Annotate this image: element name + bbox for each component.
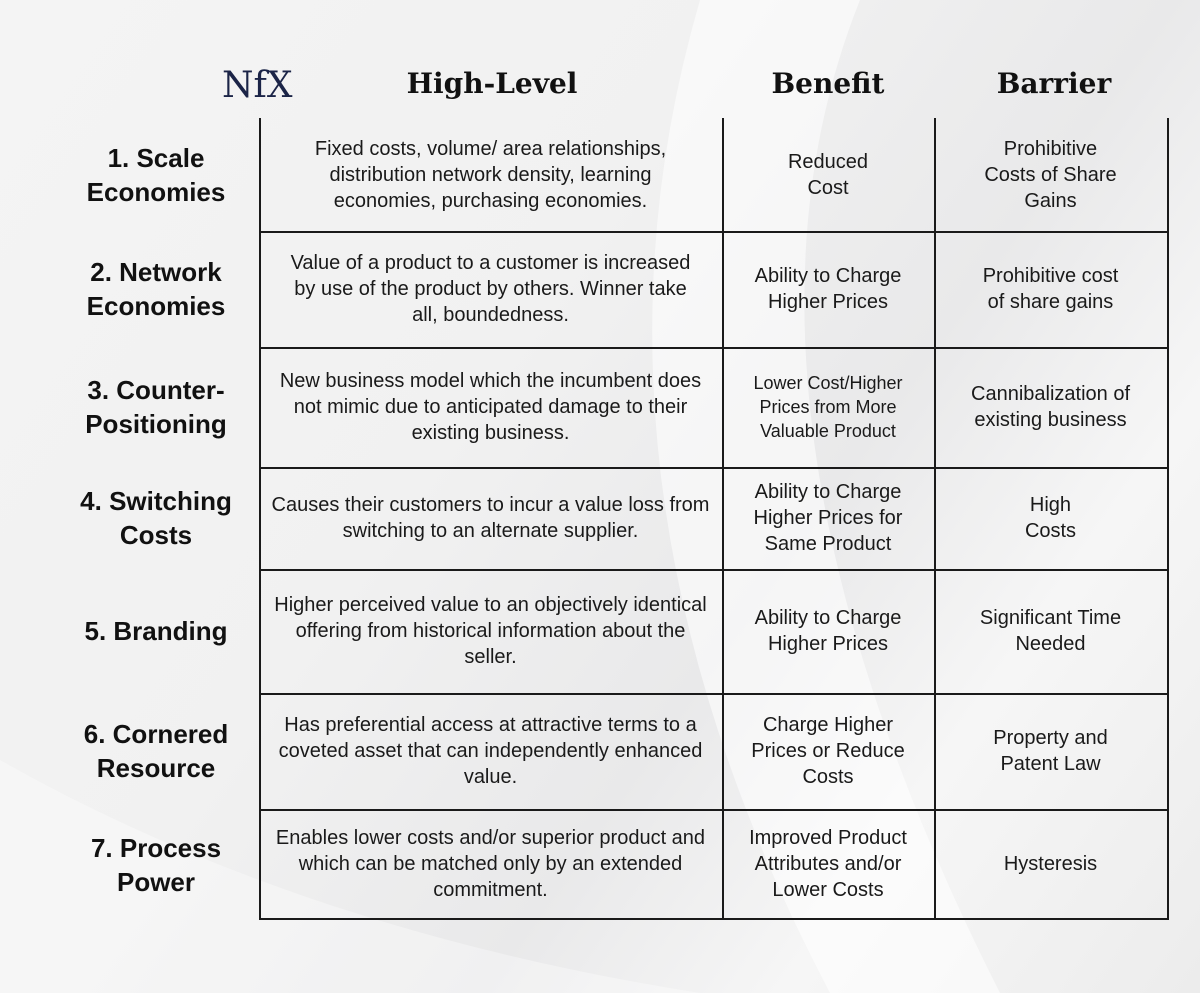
row-label-line: 3. Counter-	[87, 375, 225, 405]
cell-benefit: Ability to Charge Higher Prices	[754, 607, 902, 655]
cell-barrier: Prohibitive Costs of Share Gains	[984, 137, 1117, 212]
cell-benefit: Lower Cost/Higher Prices from More Valuable Product	[753, 373, 903, 441]
cell-benefit: Reduced Cost	[787, 150, 869, 199]
cell-high-level: Causes their customers to incur a value loss from switching to an alternate supplier.	[271, 494, 710, 542]
header-benefit: Benefit	[771, 67, 885, 100]
row-label-line: 6. Cornered	[83, 719, 229, 749]
cell-benefit: Improved Product Attributes and/or Lower Costs	[749, 826, 907, 901]
cell-barrier: Property and Patent Law	[993, 727, 1108, 775]
cell-high-level: Has preferential access at attractive terms to a coveted asset that can independently enhanced value.	[278, 714, 703, 788]
cell-barrier: Significant Time Needed	[979, 607, 1122, 655]
cell-barrier: Prohibitive cost of share gains	[982, 265, 1119, 313]
cell-high-level: New business model which the incumbent does not mimic due to anticipated damage to their existing business.	[279, 370, 702, 444]
cell-benefit: Ability to Charge Higher Prices	[754, 265, 902, 313]
row-label-line: 5. Branding	[84, 616, 228, 646]
row-label-line: 2. Network	[90, 257, 222, 287]
cell-high-level: Fixed costs, volume/ area relationships, distribution network density, learning economies, purchasing economies.	[314, 137, 667, 212]
row-label-line: Power	[116, 866, 196, 897]
table-border-bottom	[259, 918, 1169, 920]
nfx-logo	[222, 62, 302, 108]
row-label-counter-positioning	[56, 347, 256, 467]
row-label-branding	[56, 569, 256, 693]
row-label-line: Economies	[86, 176, 226, 207]
row-label-line: Economies	[86, 291, 226, 321]
row-label-line: Costs	[119, 520, 193, 550]
row-label-line: 1. Scale	[107, 142, 205, 173]
cell-barrier: High Costs	[1024, 494, 1077, 542]
header-barrier: Barrier	[996, 67, 1112, 100]
cell-barrier: Cannibalization of existing business	[971, 383, 1130, 431]
cell-barrier: Hysteresis	[1003, 852, 1098, 875]
row-label-line: Positioning	[85, 409, 227, 439]
cell-benefit: Charge Higher Prices or Reduce Costs	[751, 714, 905, 788]
row-label-process-power	[56, 809, 256, 920]
row-label-line: 4. Switching	[80, 486, 232, 516]
row-label-scale-economies	[56, 118, 256, 231]
svg-text:NfX: NfX	[222, 65, 293, 106]
row-label-network-economies	[56, 231, 256, 347]
cell-high-level: Value of a product to a customer is increased by use of the product by others. Winner take all, boundedness.	[290, 252, 691, 326]
cell-high-level: Enables lower costs and/or superior product and which can be matched only by an extended commitment.	[275, 826, 706, 901]
row-label-line: Resource	[96, 753, 216, 783]
header-high-level: High-Level	[406, 67, 578, 100]
row-label-line: 7. Process	[90, 832, 222, 863]
powers-table	[259, 118, 1169, 920]
cell-benefit: Ability to Charge Higher Prices for Same Product	[753, 481, 903, 555]
row-label-cornered-resource	[56, 693, 256, 809]
table-border-right	[1167, 118, 1169, 920]
row-label-switching-costs	[56, 467, 256, 569]
cell-high-level: Higher perceived value to an objectively identical offering from historical information about the seller.	[274, 594, 707, 668]
